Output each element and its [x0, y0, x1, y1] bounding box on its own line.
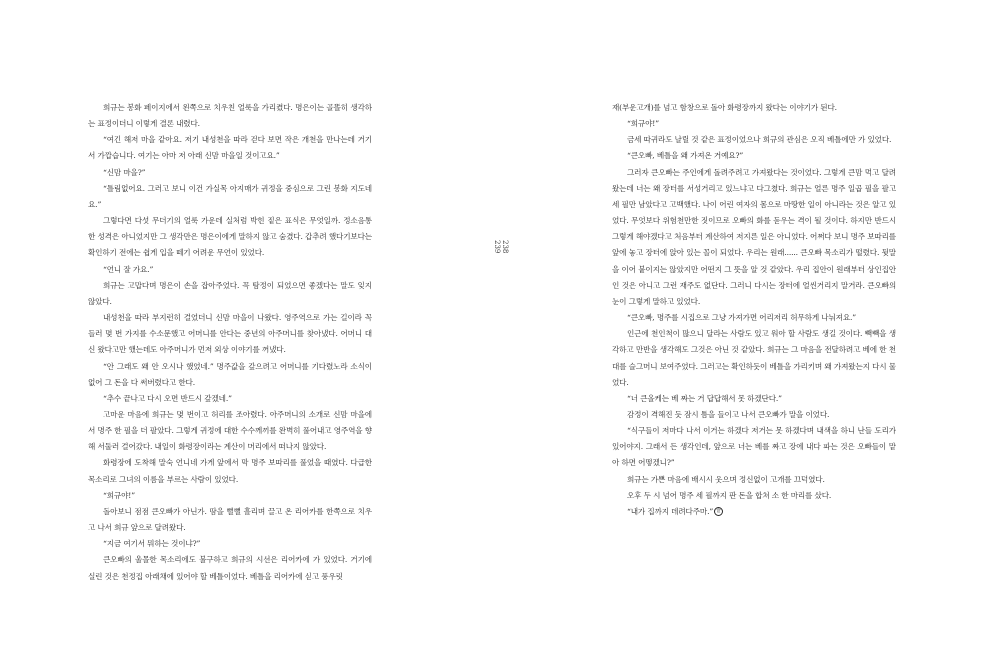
paragraph: 큰오빠의 울몰한 목소리에도 불구하고 희규의 시선은 리어카에 가 있었다. 거기에 실린 것은 천정집 아래채에 있어야 할 베틀이었다. 베틀을 리어카에 싣고 풍우릿: [88, 555, 372, 581]
paragraph: “안 그래도 왜 안 오시나 했었네.” 명주값을 갚으려고 어머니를 기다렸노라 소식이 없어 그 돈을 다 써버렸다고 한다.: [88, 361, 372, 387]
paragraph: 화령장에 도착해 말숙 언니네 가게 앞에서 막 명주 보따리를 풀었을 때였다. 다급한 목소리로 그녀의 이름을 부르는 사람이 있었다.: [88, 458, 372, 484]
paragraph: “언니 잘 가요.”: [103, 264, 154, 274]
paragraph: “너 큰올케는 베 짜는 거 답답해서 못 하겠단다.”: [627, 393, 782, 403]
paragraph: 내성천을 따라 부지런히 걸었더니 신맘 마을이 나왔다. 영주역으로 가는 길이라 꼭 들러 몇 번 가지를 수소문했고 어머니를 안다는 중년의 아주머니를 찾아냈다. 어머니 대신 왔다고만 했는데도 아주머니가 먼저 외상 이야기를 꺼냈다.: [88, 313, 372, 355]
paragraph-text: “내가 집까지 데려다주마.”: [627, 506, 714, 516]
paragraph: 인근에 천인척이 많으니 달라는 사람도 있고 워아 할 사람도 생길 것이다. 빽빽을 생각하고 만반을 생각해도 그것은 아닌 것 같았다. 희규는 그 마음을 전달하려고 베에 한 천대를 슬그머니 보여주었다. 그러고는 확인하듯이 베틀을 가리키며 왜 가져왔는지 다시 물었다.: [612, 329, 896, 387]
paragraph: “추수 끝나고 다시 오면 반드시 갚겠네.”: [103, 393, 232, 403]
left-page: [88, 100, 372, 585]
right-page-number: 239: [493, 240, 501, 254]
paragraph: 그러자 큰오빠는 주인에게 돌려주려고 가져왔다는 것이었다. 그렇게 큰맘 먹고 달려왔는데 너는 왜 장터를 서성거리고 있느냐고 다그쳤다. 희규는 얼른 명주 일곱 필을 팔고 세 필만 남았다고 고백했다. 나이 어린 여자의 몸으로 마땅한 일이 아니라는 것은 알고 있었다. 무엇보다 위험천만한 짓이므로 오빠의 화를 돋우는 격이 될 것이다. 하지만 반드시 그렇게 해야겠다고 처음부터 계산하여 저지른 일은 아니었다. 어쩌다 보니 명주 보따리를 앞에 놓고 장터에 앉아 있는 꼴이 되었다. 우리는 원래...... 큰오빠 목소리가 떨렸다. 뒷말을 이어 붙이지는 않았지만 어떤지 그 뜻을 알 것 같았다. 우리 집안이 원래부터 상인집안인 것은 아니고 그런 재주도 없단다. 그러니 다시는 장터에 얼씬거리지 말거라. 큰오빠의 눈이 그렇게 말하고 있었다.: [612, 167, 896, 306]
paragraph: 돌아보니 점점 큰오빠가 아닌가. 땀을 뻘뻘 흘리며 끌고 온 리어카를 한쪽으로 치우고 나서 희규 앞으로 달려왔다.: [88, 506, 372, 533]
paragraph: “희규야!”: [103, 490, 135, 500]
paragraph: 고마운 마음에 희규는 몇 번이고 허리를 조아렸다. 아주머니의 소개로 신맘 마을에서 명주 한 필을 더 팔았다. 그렇게 귀정에 대한 수수께끼를 완벽히 풀어내고 영주역을 향해 서둘러 걸어갔다. 내일이 화령장이라는 계산이 머리에서 떠나지 않았다.: [88, 409, 372, 452]
paragraph: “큰오빠, 베틀을 왜 가져온 거예요?”: [627, 151, 744, 161]
paragraph: 희규는 봉화 페이지에서 왼쪽으로 치우친 얼룩을 가리켰다. 명은이는 골똘히 생각하는 표정이더니 이렇게 결론 내렸다.: [88, 103, 372, 129]
right-page: [612, 100, 896, 520]
paragraph: “희규야!”: [627, 119, 659, 129]
page-numbers: [493, 240, 509, 269]
left-page-number: 238: [501, 240, 509, 254]
paragraph: 감정이 격해진 듯 잠시 틈을 들이고 나서 큰오빠가 말을 이었다.: [627, 409, 830, 419]
paragraph: “지금 여기서 뭐하는 것이냐?”: [103, 539, 201, 549]
paragraph: “식구들이 저마다 나서 이거는 하겠다 저거는 못 하겠다며 내색을 하니 난들 도리가 있어야지. 그래서 든 생각인데, 앞으로 너는 베를 짜고 장에 내다 파는 것은 오빠들이 맡아 하면 어떻겠니?”: [612, 426, 896, 468]
paragraph: [612, 504, 896, 520]
paragraph: “큰오빠, 명주를 시집으로 그냥 가져가면 어리저리 허무하게 나눠져요.”: [627, 313, 857, 323]
paragraph: “틀림없어요. 그러고 보니 이건 가실목 아지매가 귀정을 중심으로 그린 봉화 지도네요.”: [88, 183, 372, 209]
end-mark: 끝: [714, 507, 723, 516]
paragraph: 재(부운고개)를 넘고 함창으로 돌아 화령장까지 왔다는 이야기가 된다.: [612, 103, 837, 112]
paragraph: 오후 두 시 넘어 명주 세 필까지 판 돈을 합쳐 소 한 마리를 샀다.: [627, 490, 832, 500]
paragraph: 금세 따귀라도 날릴 것 같은 표정이었으나 희규의 관심은 오직 베틀에만 가 있었다.: [627, 135, 892, 145]
paragraph: 그렇다면 다섯 무더기의 얼룩 가운데 실처럼 박힌 짙은 표식은 무엇일까. 정소음통한 성격은 아니었지만 그 생각만은 명은이에게 말하지 않고 숨겼다. 갑추려 했다기보다는 확인하기 전에는 쉽게 입을 떼기 어려운 무언이 있었다.: [88, 216, 372, 258]
paragraph: 희규는 고맙다며 명은이 손을 잡아주었다. 꼭 탐정이 되었으면 좋겠다는 말도 잊지 않았다.: [88, 280, 372, 306]
paragraph: “신맘 마을?”: [103, 167, 146, 177]
paragraph: “여긴 해저 마을 같아요. 저기 내성천을 따라 걷다 보면 작은 개천을 만나는데 거기서 가깝습니다. 여기는 아마 저 아래 신맘 마을일 것이고요.”: [88, 135, 372, 161]
paragraph: 희규는 가쁜 마음에 배시시 웃으며 정신없이 고개를 끄덕였다.: [627, 474, 825, 484]
